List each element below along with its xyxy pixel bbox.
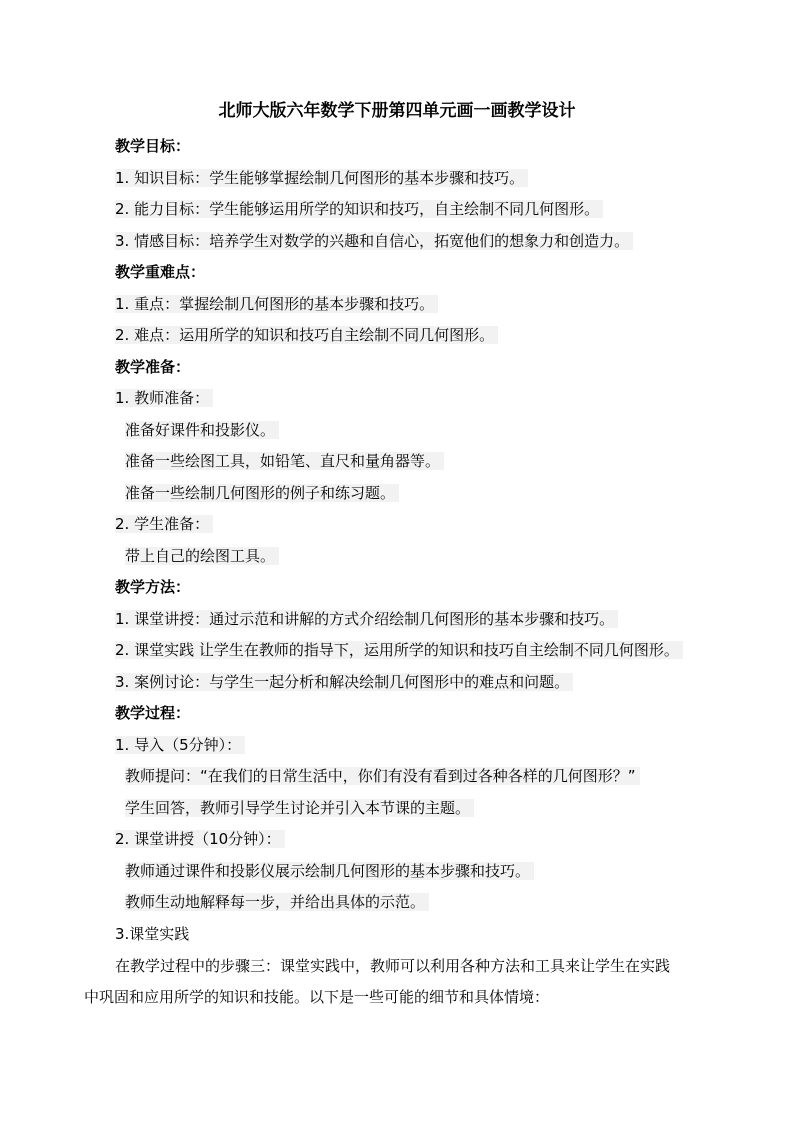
preparation-heading: 教学准备： — [115, 358, 191, 376]
teacher-preparation-label: 1. 教师准备： — [115, 388, 213, 408]
process-step-item: 教师生动地解释每一步，并给出具体的示范。 — [125, 892, 429, 912]
student-preparation-item: 带上自己的绘图工具。 — [125, 546, 279, 566]
teacher-preparation-item: 准备好课件和投影仪。 — [125, 420, 279, 440]
teacher-preparation-item: 准备一些绘图工具，如铅笔、直尺和量角器等。 — [125, 451, 444, 471]
process-paragraph-line: 在教学过程中的步骤三：课堂实践中，教师可以利用各种方法和工具来让学生在实践 — [115, 957, 671, 975]
method-item: 1. 课堂讲授：通过示范和讲解的方式介绍绘制几何图形的基本步骤和技巧。 — [115, 609, 618, 629]
objective-item: 2. 能力目标：学生能够运用所学的知识和技巧，自主绘制不同几何图形。 — [115, 199, 603, 219]
process-step-label: 3.课堂实践 — [115, 925, 190, 943]
document-title: 北师大版六年数学下册第四单元画一画教学设计 — [218, 101, 576, 121]
process-step-item: 学生回答，教师引导学生讨论并引入本节课的主题。 — [125, 798, 474, 818]
teacher-preparation-item: 准备一些绘制几何图形的例子和练习题。 — [125, 483, 399, 503]
key-point-item: 2. 难点：运用所学的知识和技巧自主绘制不同几何图形。 — [115, 325, 498, 345]
key-points-heading: 教学重难点： — [115, 263, 206, 281]
process-step-item: 教师提问：“在我们的日常生活中，你们有没有看到过各种各样的几何图形？” — [125, 766, 640, 786]
methods-heading: 教学方法： — [115, 578, 191, 596]
process-step-item: 教师通过课件和投影仪展示绘制几何图形的基本步骤和技巧。 — [125, 861, 534, 881]
student-preparation-label: 2. 学生准备： — [115, 514, 213, 534]
process-step-label: 2. 课堂讲授（10分钟）： — [115, 829, 285, 849]
key-point-item: 1. 重点：掌握绘制几何图形的基本步骤和技巧。 — [115, 294, 438, 314]
process-paragraph-line: 中巩固和应用所学的知识和技能。以下是一些可能的细节和具体情境： — [84, 988, 550, 1006]
objective-item: 1. 知识目标：学生能够掌握绘制几何图形的基本步骤和技巧。 — [115, 168, 528, 188]
process-step-label: 1. 导入（5分钟）： — [115, 735, 245, 755]
method-item: 3. 案例讨论：与学生一起分析和解决绘制几何图形中的难点和问题。 — [115, 672, 573, 692]
objectives-heading: 教学目标： — [115, 137, 191, 155]
method-item: 2. 课堂实践 让学生在教师的指导下，运用所学的知识和技巧自主绘制不同几何图形。 — [115, 640, 683, 660]
objective-item: 3. 情感目标：培养学生对数学的兴趣和自信心，拓宽他们的想象力和创造力。 — [115, 231, 633, 251]
process-heading: 教学过程： — [115, 704, 191, 722]
